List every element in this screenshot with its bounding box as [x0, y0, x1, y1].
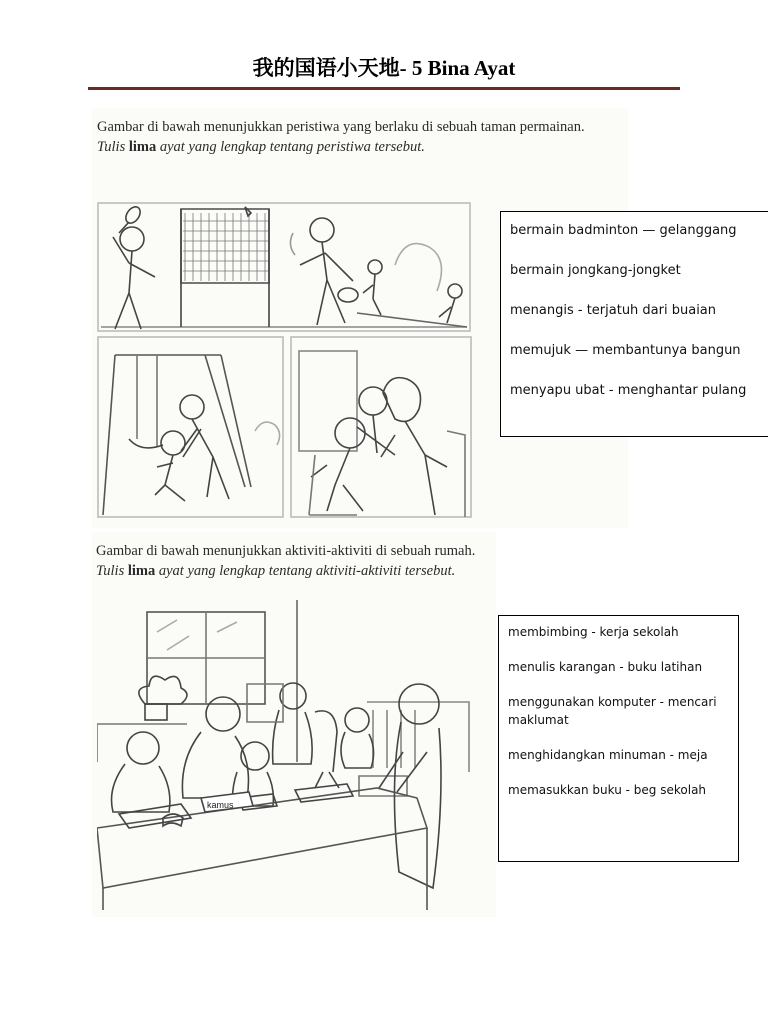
keyword-item: menulis karangan - buku latihan	[508, 660, 703, 674]
section1-instruction	[97, 117, 585, 157]
title-divider	[88, 87, 680, 90]
section1-instruction-line1: Gambar di bawah menunjukkan peristiwa yang berlaku di sebuah taman permainan.	[97, 119, 585, 135]
mother-scene-drawing	[291, 337, 471, 517]
section1-keywords-box	[500, 211, 768, 437]
home-study-illustration	[97, 592, 489, 917]
section2-keywords-box	[498, 615, 739, 862]
badminton-scene-drawing	[98, 203, 470, 331]
swing-scene-drawing	[98, 337, 283, 517]
keyword-item: memujuk — membantunya bangun	[510, 343, 741, 358]
keyword-item: bermain jongkang-jongket	[510, 263, 681, 278]
family-drawing	[112, 683, 442, 888]
keyword-item: menggunakan komputer - mencari maklumat	[508, 695, 717, 727]
book-kamus-label: kamus	[207, 800, 234, 810]
playground-illustration	[95, 195, 475, 525]
keyword-item: memasukkan buku - beg sekolah	[508, 783, 707, 797]
table-drawing	[97, 784, 427, 910]
section2-instruction-line1: Gambar di bawah menunjukkan aktiviti-aktiviti di sebuah rumah.	[96, 543, 476, 559]
keyword-item: membimbing - kerja sekolah	[508, 625, 679, 639]
keyword-item: bermain badminton — gelanggang	[510, 223, 737, 238]
keyword-item: menyapu ubat - menghantar pulang	[510, 383, 747, 398]
section2-instruction	[96, 541, 475, 581]
keyword-item: menangis - terjatuh dari buaian	[510, 303, 717, 318]
page-title: 我的国语小天地- 5 Bina Ayat	[252, 56, 516, 80]
keyword-item: menghidangkan minuman - meja	[508, 748, 708, 762]
section1-instruction-line2: Tulis lima ayat yang lengkap tentang peristiwa tersebut.	[97, 139, 425, 155]
section2-instruction-line2: Tulis lima ayat yang lengkap tentang aktiviti-aktiviti tersebut.	[96, 563, 456, 579]
